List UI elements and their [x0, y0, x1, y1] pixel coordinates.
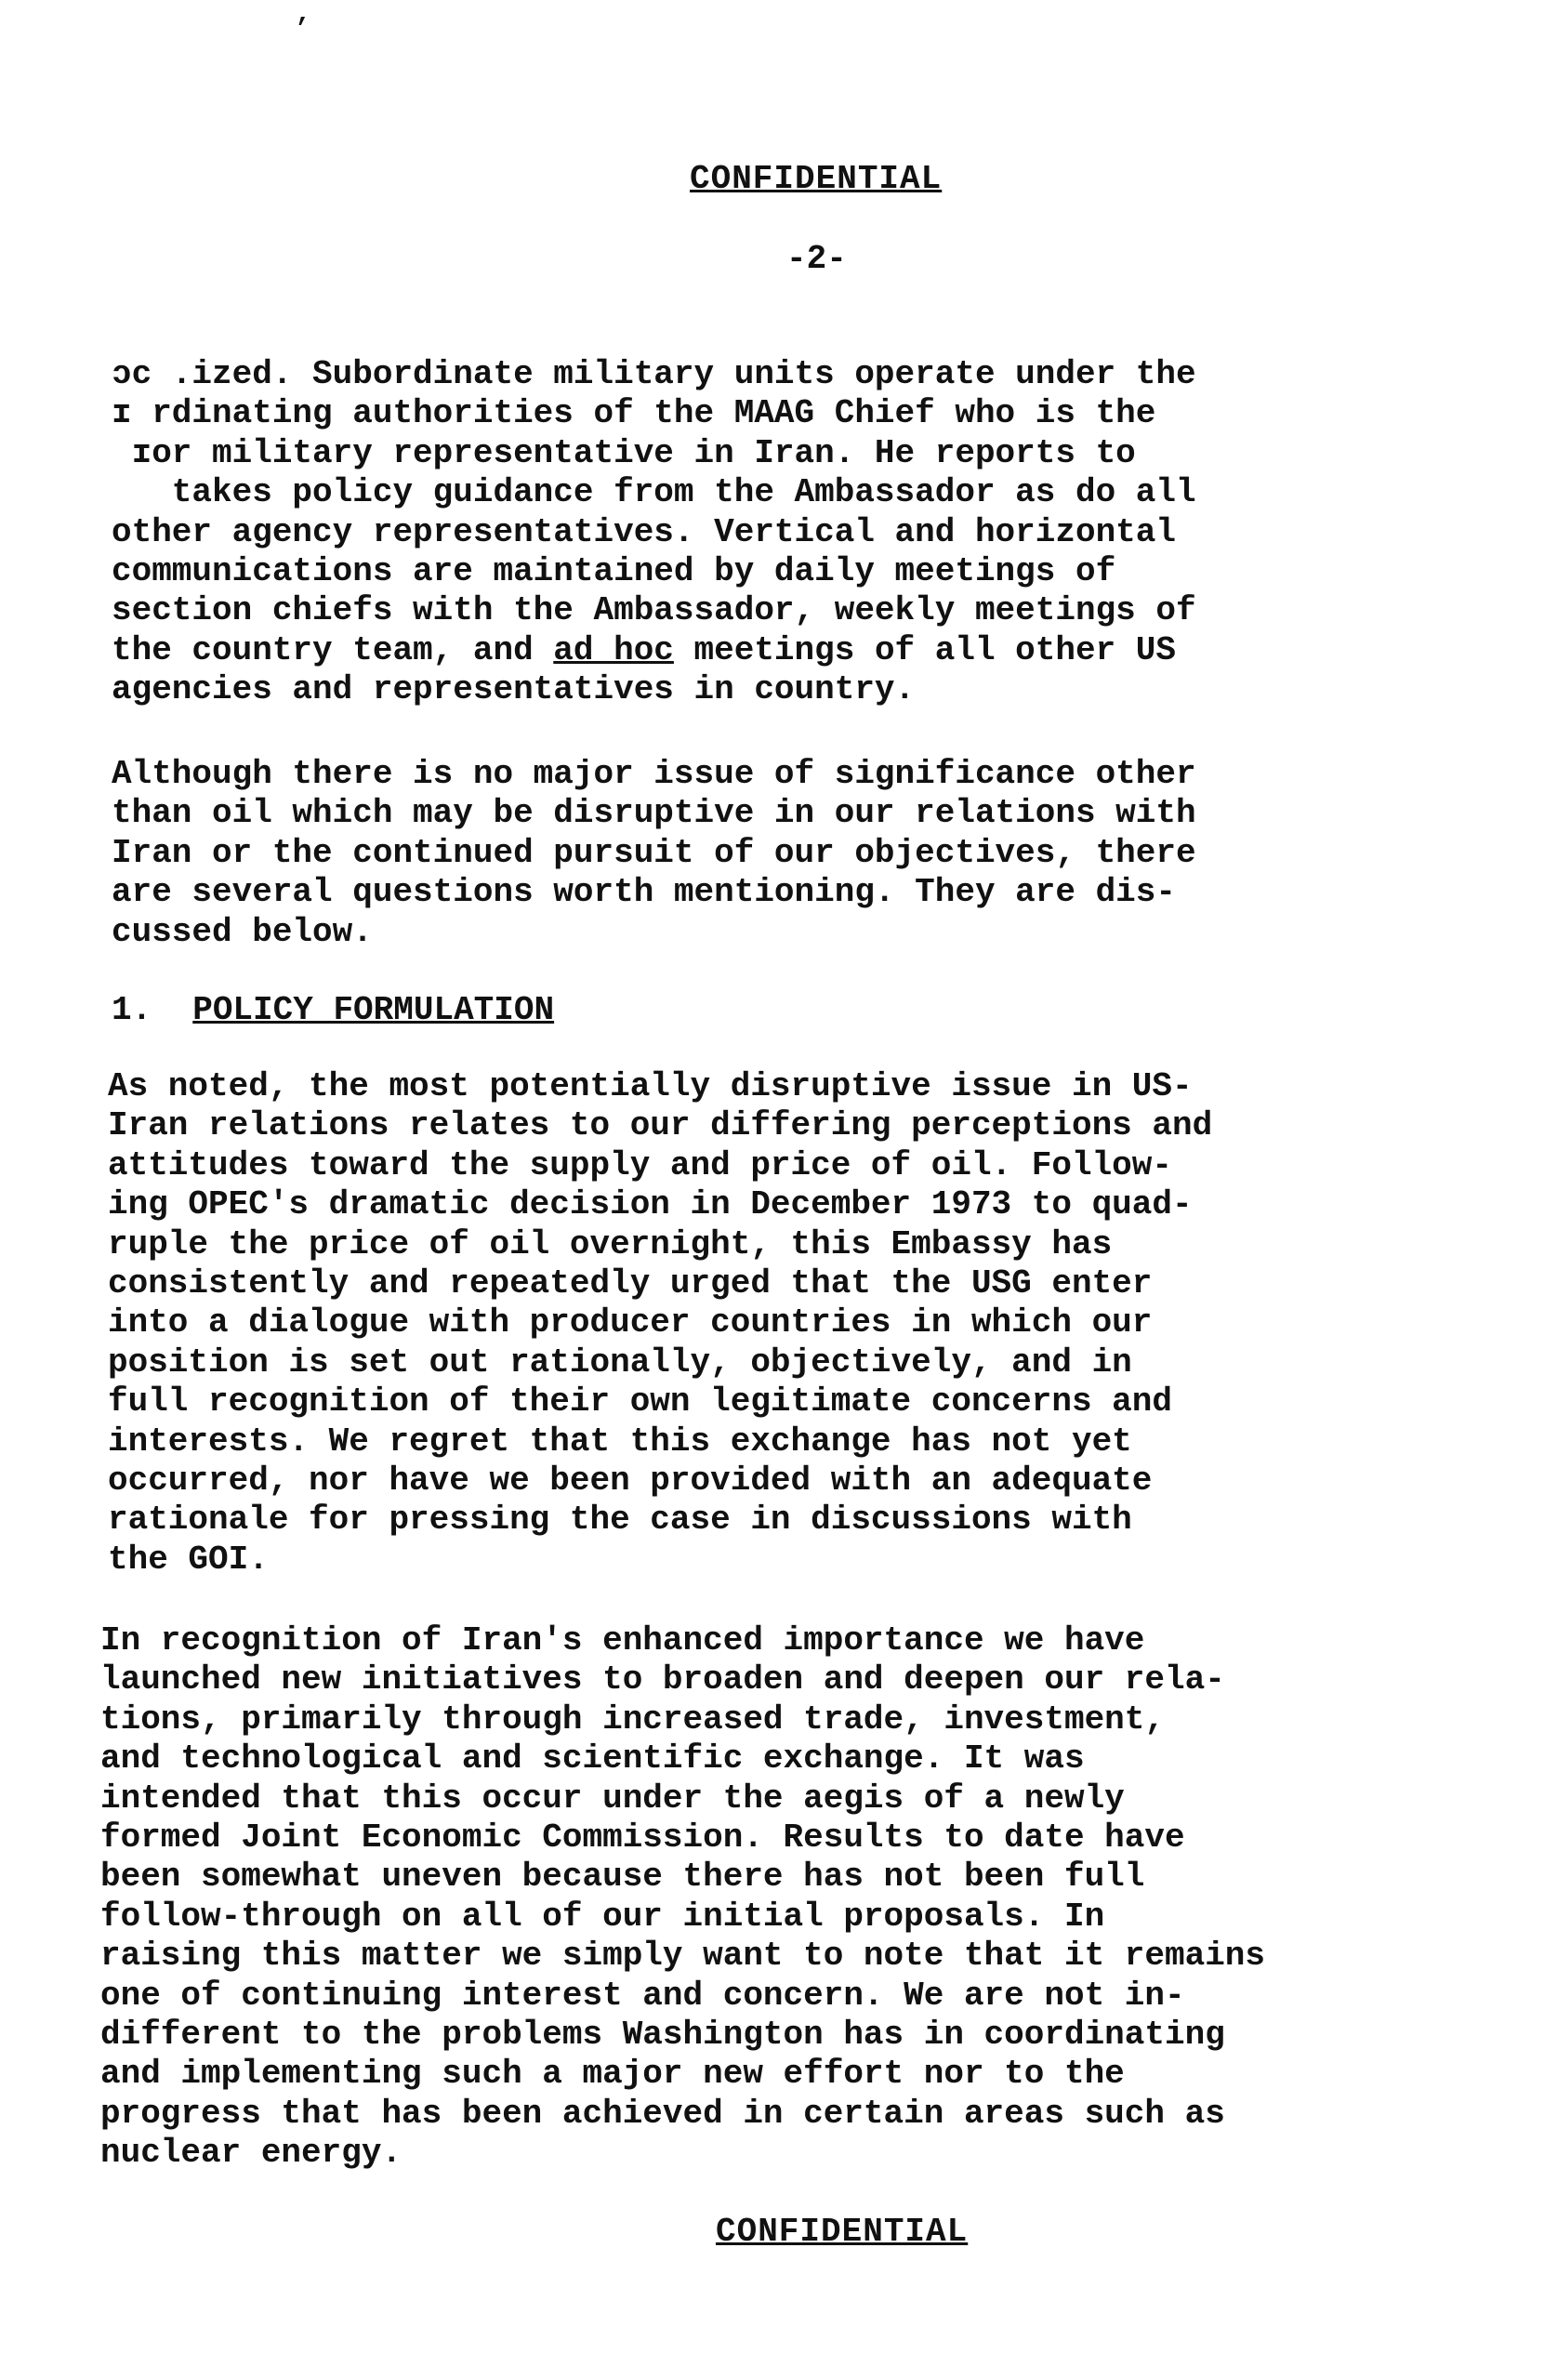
paragraph-line: progress that has been achieved in certain areas such as	[100, 2094, 1225, 2133]
paragraph-line: Iran or the continued pursuit of our objectives, there	[112, 833, 1196, 872]
paragraph-line: into a dialogue with producer countries in which our	[108, 1303, 1153, 1342]
paragraph-line: than oil which may be disruptive in our relations with	[112, 794, 1196, 833]
paragraph-line: cussed below.	[112, 912, 373, 951]
paragraph-line: nuclear energy.	[100, 2134, 402, 2173]
paragraph-line: position is set out rationally, objectively, and in	[108, 1342, 1132, 1382]
paragraph-line: In recognition of Iran's enhanced importance we have	[100, 1621, 1145, 1659]
paragraph-line: takes policy guidance from the Ambassador as do all	[112, 473, 1196, 512]
paragraph-line: ing OPEC's dramatic decision in December 1973 to quad-	[108, 1185, 1193, 1224]
paragraph-line: ruple the price of oil overnight, this Embassy has	[108, 1224, 1113, 1263]
paragraph-line: tions, primarily through increased trade, investment,	[100, 1699, 1165, 1739]
paragraph-line: and implementing such a major new effort nor to the	[100, 2055, 1125, 2094]
paragraph-line: As noted, the most potentially disruptive issue in US-	[108, 1067, 1193, 1105]
section-heading-policy-formulation	[112, 991, 554, 1029]
paragraph-line: formed Joint Economic Commission. Results to date have	[100, 1818, 1185, 1857]
section-number: 1.	[112, 991, 152, 1029]
paragraph-line: communications are maintained by daily meetings of	[112, 551, 1116, 590]
line-end: meetings of all other US	[673, 630, 1176, 669]
page-number: -2-	[786, 240, 847, 278]
paragraph-line: ɔc .ized. Subordinate military units operate under the	[112, 355, 1196, 393]
paragraph-line: interests. We regret that this exchange has not yet	[108, 1421, 1132, 1461]
paragraph-line: launched new initiatives to broaden and deepen our rela-	[100, 1660, 1225, 1699]
paragraph-line-ad-hoc	[112, 631, 1487, 670]
paragraph-2	[112, 755, 1487, 952]
paragraph-line: are several questions worth mentioning. They are dis-	[112, 873, 1176, 912]
classification-header: CONFIDENTIAL	[690, 160, 943, 198]
ad-hoc-underlined: ad hoc	[553, 630, 674, 669]
line-start: the country team, and	[112, 630, 554, 669]
paragraph-line: intended that this occur under the aegis of a newly	[100, 1778, 1125, 1818]
paragraph-3	[108, 1067, 1484, 1580]
paragraph-line: full recognition of their own legitimate concerns and	[108, 1382, 1172, 1421]
paragraph-line: occurred, nor have we been provided with an adequate	[108, 1461, 1153, 1500]
paragraph-4	[100, 1621, 1476, 2173]
stray-mark: ,	[296, 0, 311, 29]
paragraph-line: been somewhat uneven because there has not been full	[100, 1858, 1145, 1897]
paragraph-line: follow-through on all of our initial proposals. In	[100, 1897, 1105, 1936]
paragraph-line: and technological and scientific exchange. It was	[100, 1739, 1085, 1778]
paragraph-line: other agency representatives. Vertical and horizontal	[112, 512, 1176, 551]
paragraph-line: rationale for pressing the case in discussions with	[108, 1501, 1132, 1540]
paragraph-1	[112, 355, 1487, 710]
paragraph-line: Iran relations relates to our differing perceptions and	[108, 1106, 1213, 1145]
paragraph-line: ɪ rdinating authorities of the MAAG Chief who is the	[112, 394, 1156, 433]
paragraph-line: agencies and representatives in country.	[112, 670, 916, 709]
paragraph-line: the GOI.	[108, 1540, 269, 1579]
paragraph-line: Although there is no major issue of significance other	[112, 755, 1196, 793]
section-title: POLICY FORMULATION	[192, 991, 555, 1029]
paragraph-line: different to the problems Washington has in coordinating	[100, 2015, 1225, 2054]
paragraph-line: one of continuing interest and concern. We are not in-	[100, 1976, 1185, 2015]
paragraph-line: ɪor military representative in Iran. He reports to	[112, 433, 1136, 472]
paragraph-line: section chiefs with the Ambassador, weekly meetings of	[112, 591, 1196, 630]
paragraph-line: raising this matter we simply want to note that it remains	[100, 1937, 1266, 1976]
paragraph-line: attitudes toward the supply and price of oil. Follow-	[108, 1145, 1172, 1184]
paragraph-line: consistently and repeatedly urged that the USG enter	[108, 1263, 1153, 1302]
classification-footer: CONFIDENTIAL	[716, 2213, 969, 2251]
